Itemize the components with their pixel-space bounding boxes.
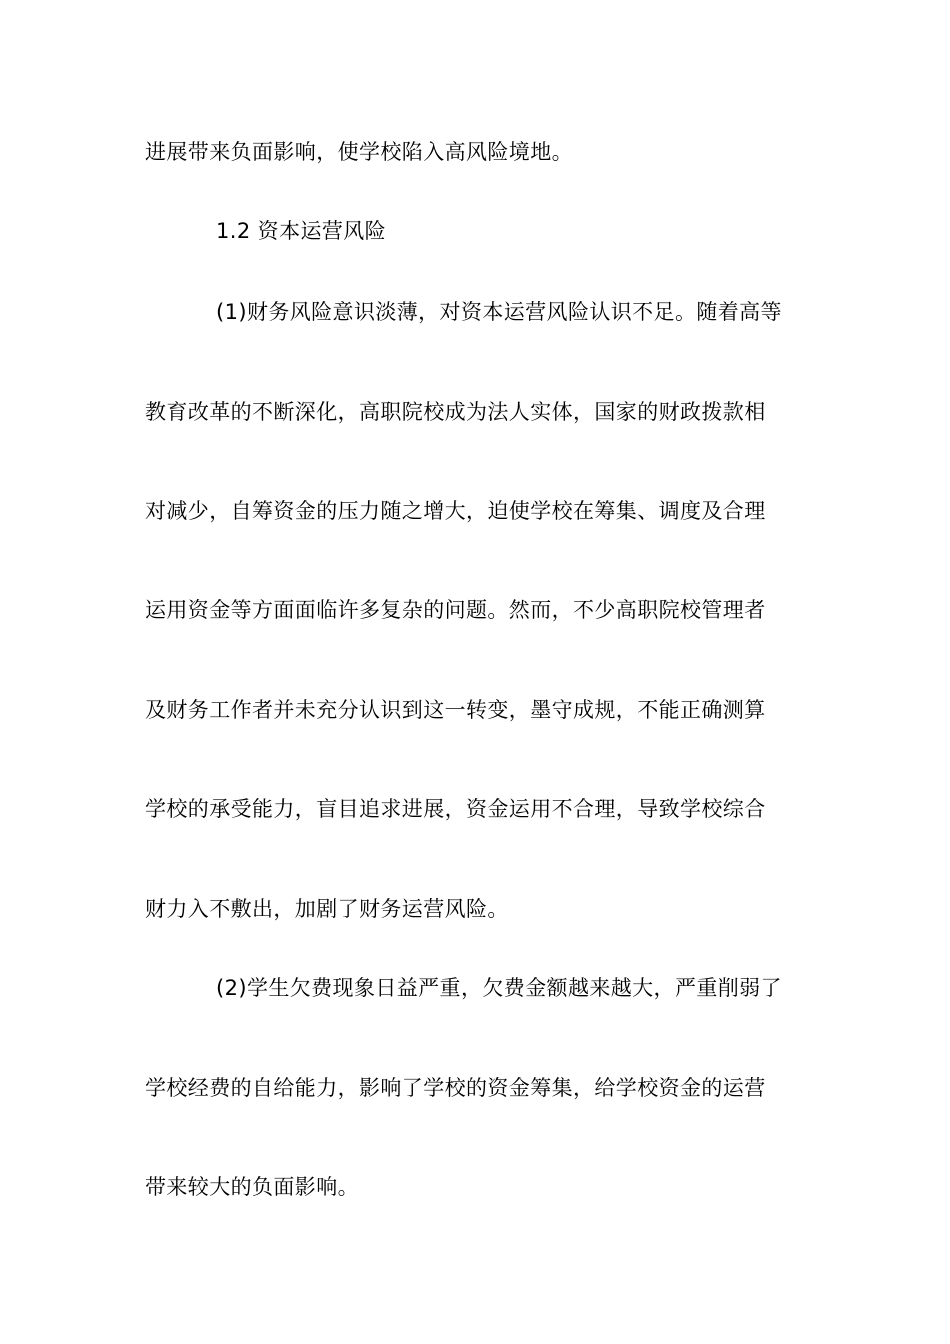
paragraph-1-line-4: 运用资金等方面面临许多复杂的问题。然而，不少高职院校管理者 (145, 598, 766, 622)
paragraph-1-line-6: 学校的承受能力，盲目追求进展，资金运用不合理，导致学校综合 (145, 797, 766, 821)
paragraph-1-line-2: 教育改革的不断深化，高职院校成为法人实体，国家的财政拨款相 (145, 400, 766, 424)
paragraph-2-line-1: (2)学生欠费现象日益严重，欠费金额越来越大，严重削弱了 (216, 976, 782, 1000)
paragraph-1-line-5: 及财务工作者并未充分认识到这一转变，墨守成规，不能正确测算 (145, 698, 766, 722)
paragraph-1-line-1: (1)财务风险意识淡薄，对资本运营风险认识不足。随着高等 (216, 300, 782, 324)
paragraph-1-line-3: 对减少，自筹资金的压力随之增大，迫使学校在筹集、调度及合理 (145, 499, 766, 523)
paragraph-line-continuation: 进展带来负面影响，使学校陷入高风险境地。 (145, 140, 573, 164)
section-heading: 1.2 资本运营风险 (216, 219, 387, 243)
paragraph-2-line-2: 学校经费的自给能力，影响了学校的资金筹集，给学校资金的运营 (145, 1076, 766, 1100)
paragraph-1-line-7: 财力入不敷出，加剧了财务运营风险。 (145, 897, 509, 921)
paragraph-2-line-3: 带来较大的负面影响。 (145, 1175, 359, 1199)
